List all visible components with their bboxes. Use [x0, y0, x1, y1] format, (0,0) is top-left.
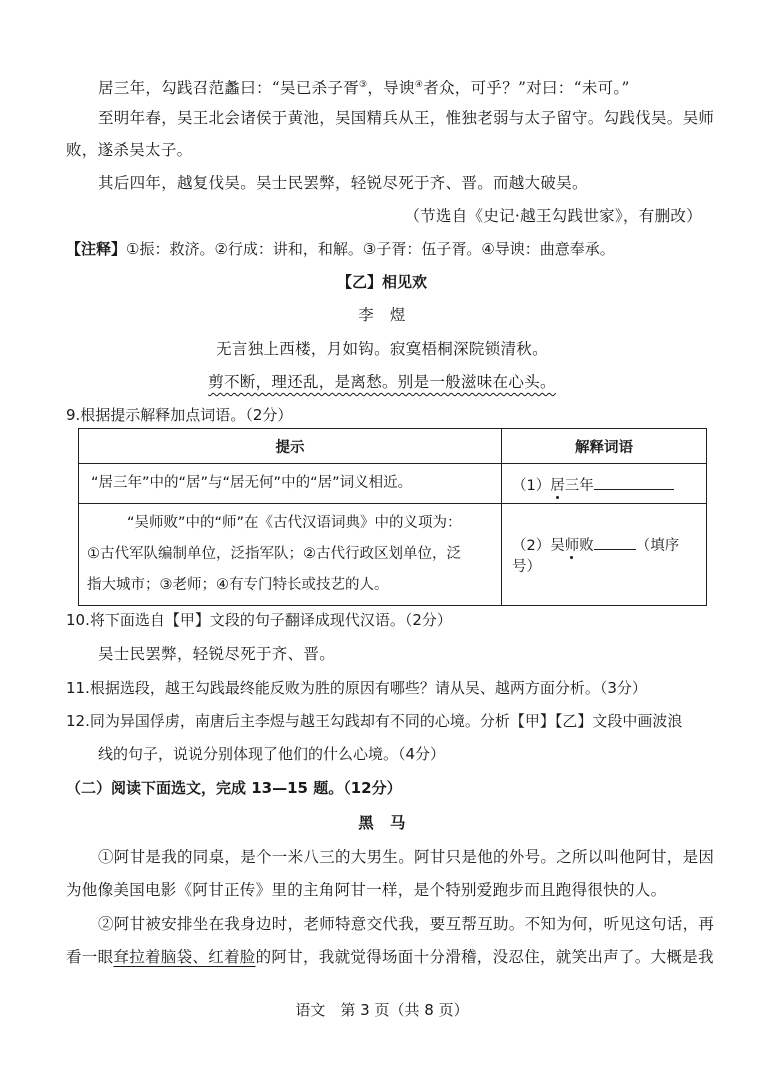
- question-12-stem-b: 线的句子，说说分别体现了他们的什么心境。（4分）: [98, 745, 446, 763]
- footnote-marker: ④: [414, 80, 424, 90]
- answer-blank[interactable]: [594, 473, 674, 490]
- passage-jia-paragraph-2b: 败，遂杀吴太子。: [66, 141, 193, 159]
- passage-jia-source: （节选自《史记·越王勾践世家》，有删改）: [404, 207, 702, 225]
- text: 败: [579, 538, 594, 554]
- poem-line-1: 无言独上西楼，月如钩。寂寞梧桐深院锁清秋。: [216, 340, 548, 358]
- article-title: 黑 马: [358, 813, 406, 832]
- notes-text: ①振：救济。②行成：讲和，和解。③子胥：伍子胥。④导谀：曲意奉承。: [126, 240, 615, 258]
- article-paragraph-1b: 为他像美国电影《阿甘正传》里的主角阿甘一样，是个特别爱跑步而且跑得很快的人。: [66, 881, 667, 899]
- passage-jia-paragraph-2a: 至明年春，吴王北会诸侯于黄池，吴国精兵从王，惟独老弱与太子留守。勾践伐吴。吴师: [98, 109, 715, 127]
- hint-line: “吴师败”中的“师”在《古代汉语词典》中的义项为：: [127, 515, 462, 531]
- dotted-word: 师: [564, 538, 580, 554]
- page-footer: 语文 第 3 页（共 8 页）: [295, 1001, 469, 1019]
- question-10-stem: 10.将下面选自【甲】文段的句子翻译成现代汉语。（2分）: [66, 611, 452, 629]
- answer-blank[interactable]: [594, 533, 636, 550]
- text: （填序号）: [512, 538, 680, 575]
- underlined-phrase: 耷拉着脑袋、红着脸: [113, 948, 256, 966]
- table-row: [79, 464, 707, 504]
- text: （2）吴: [512, 538, 565, 554]
- row1-answer: [502, 464, 707, 504]
- question-11-stem: 11.根据选段，越王勾践最终能反败为胜的原因有哪些？请从吴、越两方面分析。（3分）: [66, 679, 647, 697]
- article-paragraph-2b: [66, 946, 714, 968]
- header-explain: 解释词语: [502, 429, 707, 464]
- poem-line-2: [0, 371, 764, 393]
- row2-hint: [79, 504, 502, 606]
- row1-hint: “居三年”中的“居”与“居无何”中的“居”词义相近。: [79, 464, 502, 504]
- table-header-row: [79, 429, 707, 464]
- header-hint: 提示: [79, 429, 502, 464]
- section-2-heading: （二）阅读下面选文，完成 13—15 题。（12分）: [66, 779, 402, 797]
- row2-answer: [502, 504, 707, 606]
- hint-line: 指大城市；③老师；④有专门特长或技艺的人。: [87, 577, 389, 593]
- passage-jia-paragraph-1: [98, 74, 630, 99]
- text: 居三年，勾践召范蠡曰：“吴已杀子胥: [98, 79, 360, 98]
- question-9-stem: 9.根据提示解释加点词语。（2分）: [66, 406, 293, 424]
- question-12-stem-a: 12.同为异国俘虏，南唐后主李煜与越王勾践却有不同的心境。分析【甲】【乙】文段中画波浪: [66, 712, 683, 730]
- text: 者众，可乎？”对曰：“未可。”: [423, 79, 630, 98]
- passage-jia-paragraph-3: 其后四年，越复伐吴。吴士民罢弊，轻锐尽死于齐、晋。而越大破吴。: [98, 174, 588, 192]
- poem-author: 李 煜: [358, 306, 406, 324]
- question-9-table: [78, 428, 707, 606]
- wavy-underlined-sentence: 剪不断，理还乱，是离愁。别是一般滋味在心头。: [208, 373, 556, 391]
- footnote-marker: ③: [359, 80, 368, 90]
- text: （1）: [512, 477, 551, 494]
- text: 三年: [564, 477, 594, 494]
- hint-line: ①古代军队编制单位，泛指军队；②古代行政区划单位，泛: [87, 546, 461, 562]
- notes-label: 【注释】: [66, 240, 127, 258]
- article-paragraph-2a: ②阿甘被安排坐在我身边时，老师特意交代我，要互帮互助。不知为何，听见这句话，再: [98, 915, 715, 933]
- text: ，导谀: [367, 79, 415, 98]
- table-row: [79, 504, 707, 606]
- question-10-sentence: 吴士民罢弊，轻锐尽死于齐、晋。: [98, 645, 336, 663]
- text: 的阿甘，我就觉得场面十分滑稽，没忍住，就笑出声了。大概是我: [255, 948, 714, 966]
- article-paragraph-1a: ①阿甘是我的同桌，是个一米八三的大男生。阿甘只是他的外号。之所以叫他阿甘，是因: [98, 848, 715, 866]
- poem-yi-heading: 【乙】相见欢: [336, 273, 427, 291]
- notes: [66, 238, 615, 260]
- dotted-word: 居: [550, 477, 565, 494]
- text: 看一眼: [66, 948, 114, 966]
